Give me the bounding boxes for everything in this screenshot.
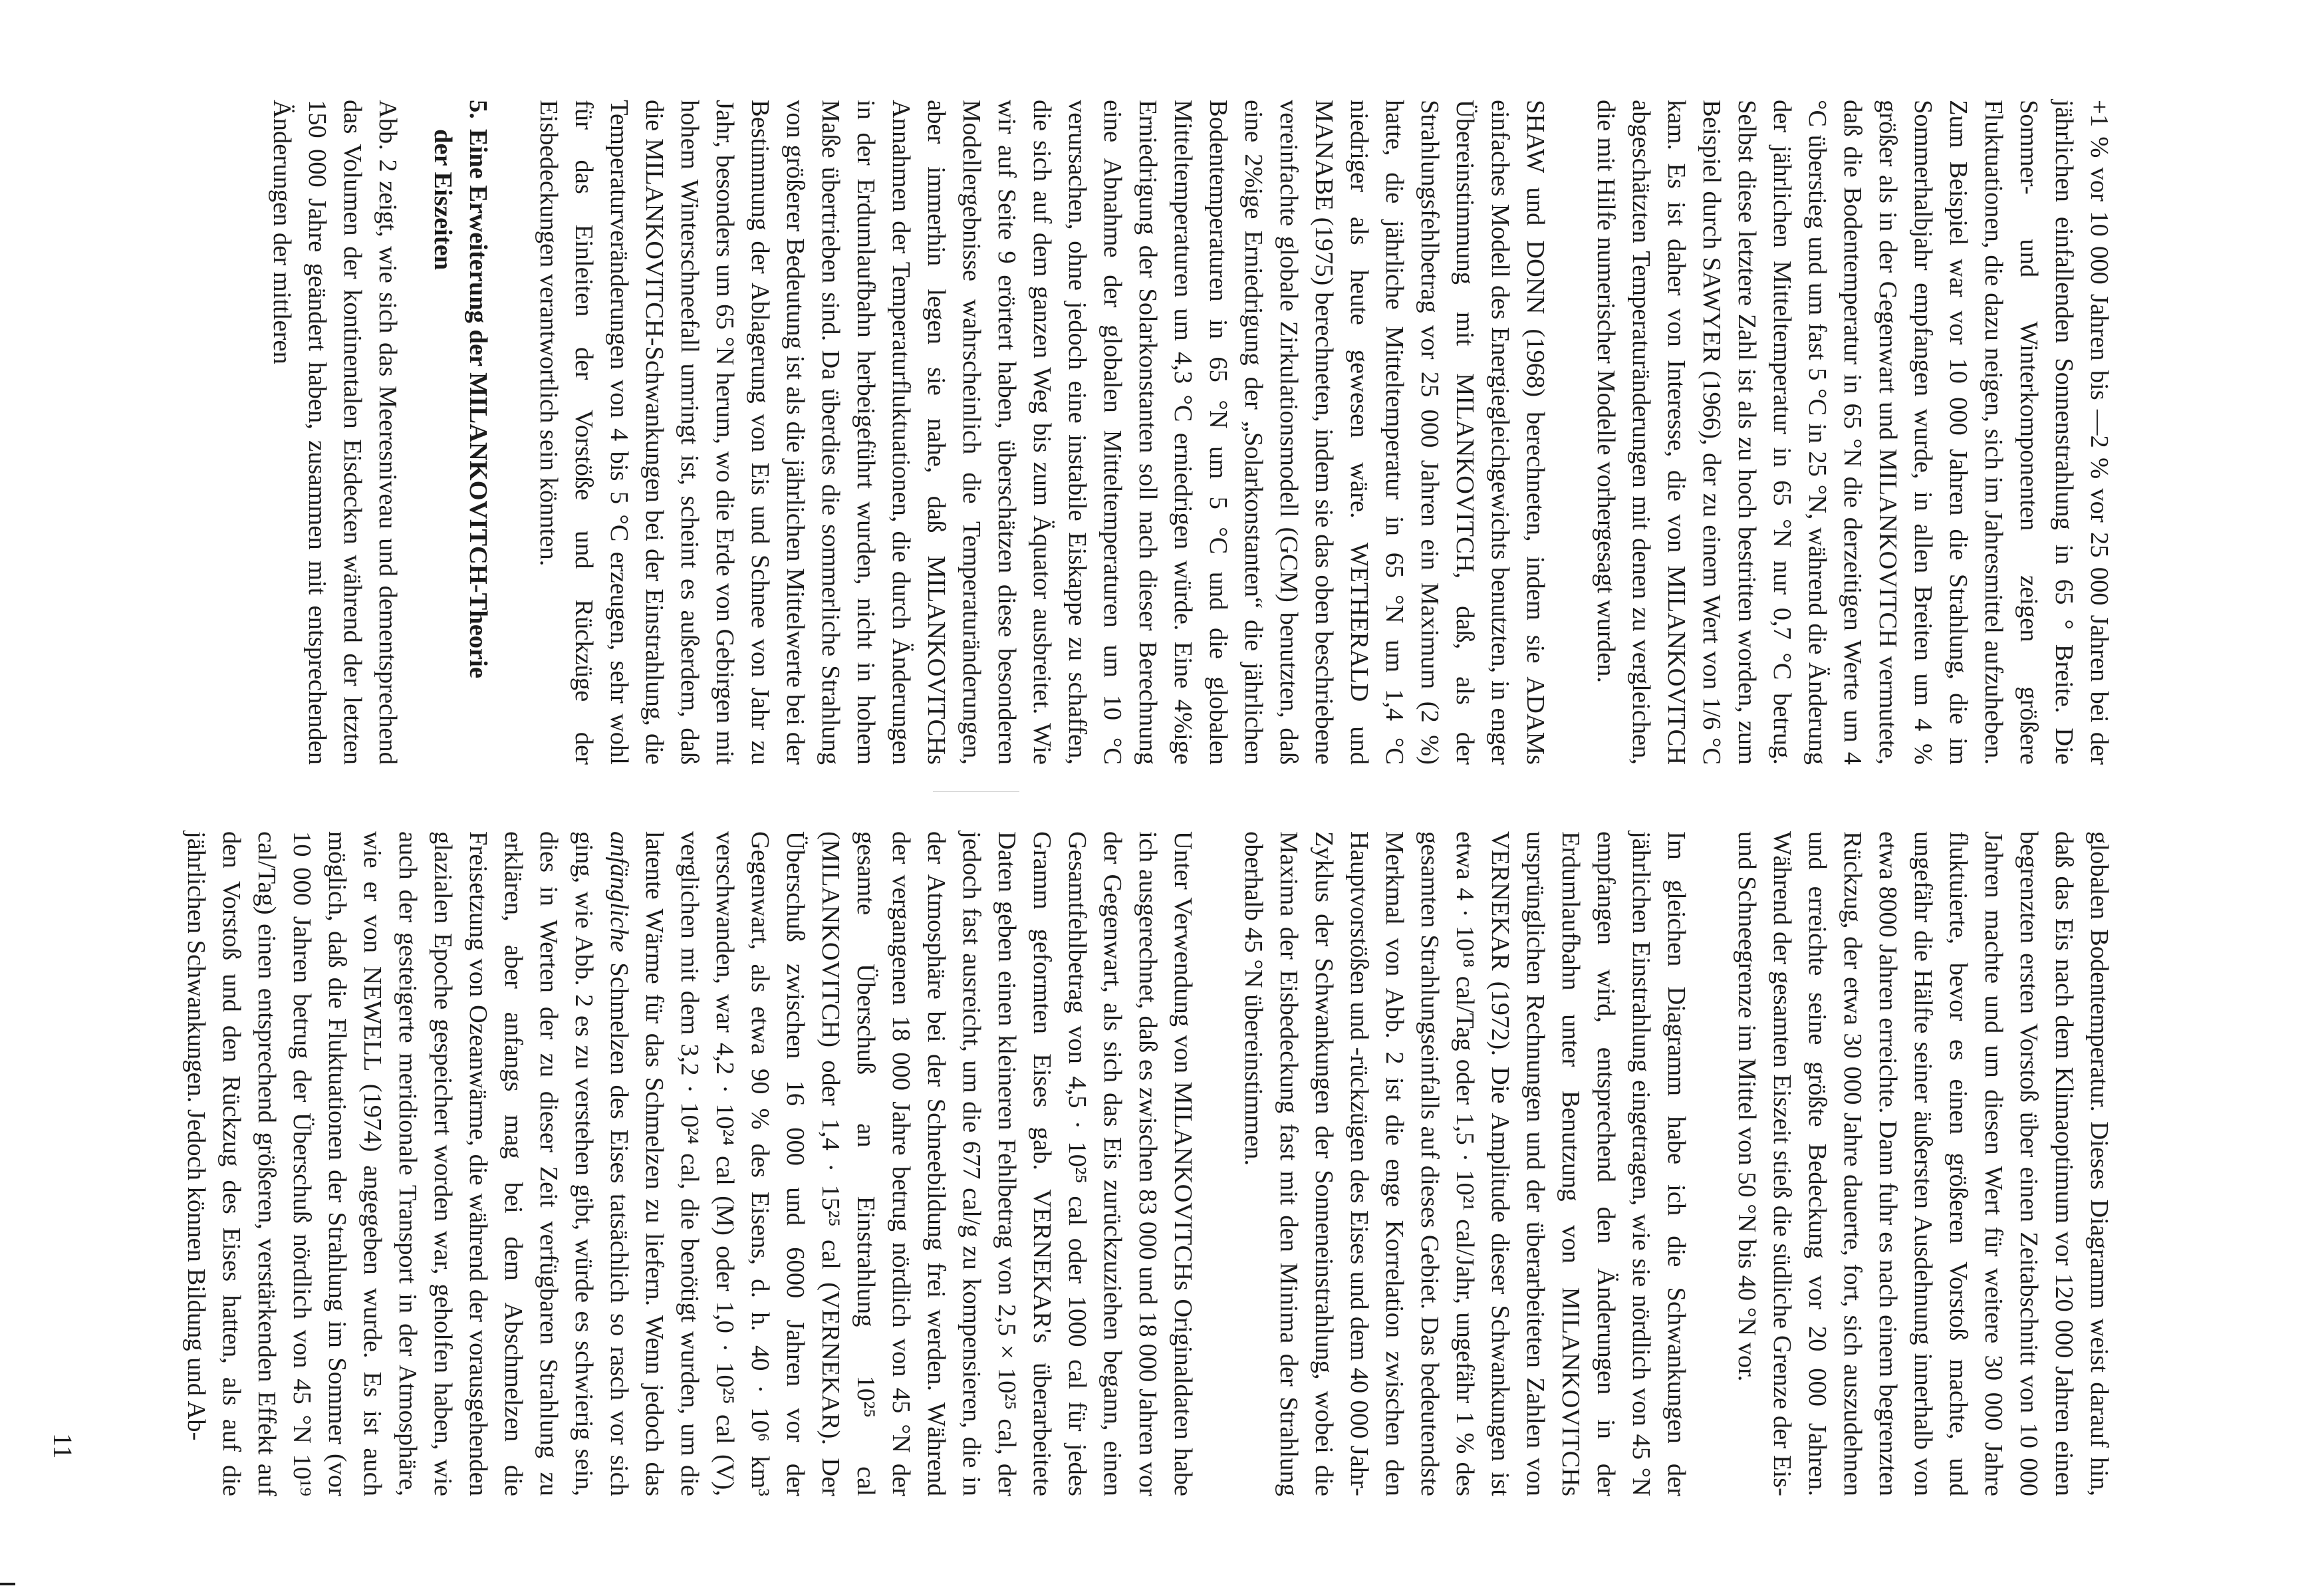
- section-heading: [425, 100, 495, 765]
- energy-budget-text-a: Unter Verwendung von MILANKOVITCHs Originaldaten habe ich ausgerechnet, daß es zwischen 83 000 und 18 000 Jahren vor der Gegenwart, als sich das Eis zurückzuziehen begann, einen Gesamtfehlbetrag von 4,5 · 10²⁵ cal oder 1000 cal für jedes Gramm geformten Eises gab. VERNEKAR's überarbeitete Daten geben einen kleineren Fehlbetrag von 2,5 × 10²⁵ cal, der jedoch fast ausreicht, um die 677 cal/g zu kompensieren, die in der Atmosphäre bei der Schneebildung frei werden. Während der vergangenen 18 000 Jahre betrug nördlich von 45 °N der gesamte Überschuß an Einstrahlung 10²⁵ cal (MILANKOVITCH) oder 1,4 · 15²⁵ cal (VERNEKAR). Der Überschuß zwischen 16 000 und 6000 Jahren vor der Gegenwart, als etwa 90 % des Eisens, d. h. 40 · 10⁶ km³ verschwanden, war 4,2 · 10²⁴ cal (M) oder 1,0 · 10²⁵ cal (V), verglichen mit dem 3,2 · 10²⁴ cal, die benötigt wurden, um die latente Wärme für das Schmelzen zu liefern. Wenn jedoch das: [640, 831, 1197, 1496]
- corner-mark: [0, 1583, 15, 1585]
- paragraph-sea-level: Abb. 2 zeigt, wie sich das Meeresniveau und dementsprechend das Volumen der kontinentalen Eisdecken während der letzten 150 000 Jahre geändert haben, zusammen mit entsprechenden Änderungen der mittleren: [268, 100, 402, 765]
- paragraph-diagram-description: globalen Bodentemperatur. Dieses Diagramm weist darauf hin, daß das Eis nach dem Klimaoptimum vor 120 000 Jahren einen begrenzten ersten Vorstoß über einen Zeitabschnitt von 10 000 Jahren machte und um diesen Wert für weitere 30 000 Jahre fluktuierte, bevor es einen größeren Vorstoß machte, und ungefähr die Hälfte seiner äußersten Ausdehnung innerhalb von etwa 8000 Jahren erreichte. Dann fuhr es nach einem begrenzten Rückzug, der etwa 30 000 Jahre dauerte, fort, sich auszudehnen und erreichte seine größte Bedeckung vor 20 000 Jahren. Während der gesamten Eiszeit stieß die südliche Grenze der Eis- und Schneegrenze im Mittel von 50 °N bis 40 °N vor.: [1733, 831, 2113, 1496]
- paragraph-energy-budget: [178, 831, 1200, 1496]
- paragraph-model-comparison: SHAW und DONN (1968) berechneten, indem sie ADAMs einfaches Modell des Energiegleichgewichts benutzten, in enger Übereinstimmung mit MILANKOVITCH, daß, als der Strahlungsfehlbetrag vor 25 000 Jahren ein Maximum (2 %) hatte, die jährliche Mitteltemperatur in 65 °N um 1,4 °C niedriger als heute gewesen wäre. WETHERALD und MANABE (1975) berechneten, indem sie das oben beschriebene vereinfachte globale Zirkulationsmodell (GCM) benutzten, daß eine 2%ige Erniedrigung der „Solarkonstanten“ die jährlichen Bodentemperaturen in 65 °N um 5 °C und die globalen Mitteltemperaturen um 4,3 °C erniedrigen würde. Eine 4%ige Erniedrigung der Solarkonstanten soll nach dieser Berechnung eine Abnahme der globalen Mitteltemperaturen um 10 °C verursachen, ohne jedoch eine instabile Eiskappe zu schaffen, die sich auf dem ganzen Weg bis zum Äquator ausbreitet. Wie wir auf Seite 9 erörtert haben, überschätzen diese besonderen Modellergebnisse wahrscheinlich die Temperaturänderungen, aber immerhin legen sie nahe, daß MILANKOVITCHs Annahmen der Temperaturfluktuationen, die durch Änderungen in der Erdumlaufbahn herbeigeführt wurden, nicht in hohem Maße übertrieben sind. Da überdies die sommerliche Strahlung von größerer Bedeutung ist als die jährlichen Mittelwerte bei der Bestimmung der Ablagerung von Eis und Schnee von Jahr zu Jahr, besonders um 65 °N herum, wo die Erde von Gebirgen mit hohem Winterschneefall umringt ist, scheint es außerdem, daß die MILANKOVITCH-Schwankungen bei der Einstrahlung, die Temperaturveränderungen von 4 bis 5 °C erzeugen, sehr wohl für das Einleiten der Vorstöße und Rückzüge der Eisbedeckungen verantwortlich sein könnten.: [535, 100, 1549, 765]
- section-title-line2: der Eiszeiten: [429, 129, 457, 271]
- gutter-divider: [933, 791, 1019, 792]
- section-title-line1: Eine Erweiterung der MILANKOVITCH-Theorie: [464, 129, 492, 678]
- paragraph-insolation-correlation: Im gleichen Diagramm habe ich die Schwankungen der jährlichen Einstrahlung eingetragen, wie sie nördlich von 45 °N empfangen wird, entsprechend den Änderungen in der Erdumlaufbahn unter Benutzung von MILANKOVITCHs ursprünglichen Rechnungen und der überarbeiteten Zahlen von VERNEKAR (1972). Die Amplitude dieser Schwankungen ist etwa 4 · 10¹⁸ cal/Tag oder 1,5 · 10²¹ cal/Jahr, ungefähr 1 % des gesamten Strahlungseinfalls auf dieses Gebiet. Das bedeutendste Merkmal von Abb. 2 ist die enge Korrelation zwischen den Hauptvorstößen und -rückzügen des Eises und dem 40 000 Jahr-Zyklus der Schwankungen der Sonneneinstrahlung, wobei die Maxima der Eisbedeckung fast mit den Minima der Strahlung oberhalb 45 °N übereinstimmen.: [1239, 831, 1690, 1496]
- page-number: 11: [48, 1433, 78, 1459]
- paragraph-insolation-variation: +1 % vor 10 000 Jahren bis —2 % vor 25 000 Jahren bei der jährlichen einfallenden Sonnenstrahlung in 65 ° Breite. Die Sommer- und Winterkomponenten zeigen größere Fluktuationen, die dazu neigen, sich im Jahresmittel aufzuheben. Zum Beispiel war vor 10 000 Jahren die Strahlung, die im Sommerhalbjahr empfangen wurde, in allen Breiten um 4 % größer als in der Gegenwart und MILANKOVITCH vermutete, daß die Bodentemperatur in 65 °N die derzeitigen Werte um 4 °C überstieg und um fast 5 °C in 25 °N, während die Änderung der jährlichen Mitteltemperatur in 65 °N nur 0,7 °C betrug. Selbst diese letztere Zahl ist als zu hoch bestritten worden, zum Beispiel durch SAWYER (1966), der zu einem Wert von 1/6 °C kam. Es ist daher von Interesse, die von MILANKOVITCH abgeschätzten Temperaturänderungen mit denen zu vergleichen, die mit Hilfe numerischer Modelle vorhergesagt wurden.: [1592, 100, 2113, 765]
- energy-budget-text-b: Schmelzen des Eises tatsächlich so rasch vor sich ging, wie Abb. 2 es zu verstehen gibt, würde es schwierig sein, dies in Werten der zu dieser Zeit verfügbaren Strahlung zu erklären, aber anfangs mag bei dem Abschmelzen die Freisetzung von Ozeanwärme, die während der vorausgehenden glazialen Epoche gespeichert worden war, geholfen haben, wie auch der gesteigerte meridionale Transport in der Atmosphäre, wie er von NEWELL (1974) angegeben wurde. Es ist auch möglich, daß die Fluktuationen der Strahlung im Sommer (vor 10 000 Jahren betrug der Überschuß nördlich von 45 °N 10¹⁹ cal/Tag) einen entsprechend größeren, verstärkenden Effekt auf den Vorstoß und den Rückzug des Eises hatten, als auf die jährlichen Schwankungen. Jedoch können Bildung und Ab-: [182, 831, 633, 1496]
- right-column: [178, 831, 2117, 1496]
- left-column: [264, 100, 2117, 765]
- section-number: 5.: [464, 100, 492, 119]
- emphasis-anfaengliche: anfängliche: [605, 831, 633, 952]
